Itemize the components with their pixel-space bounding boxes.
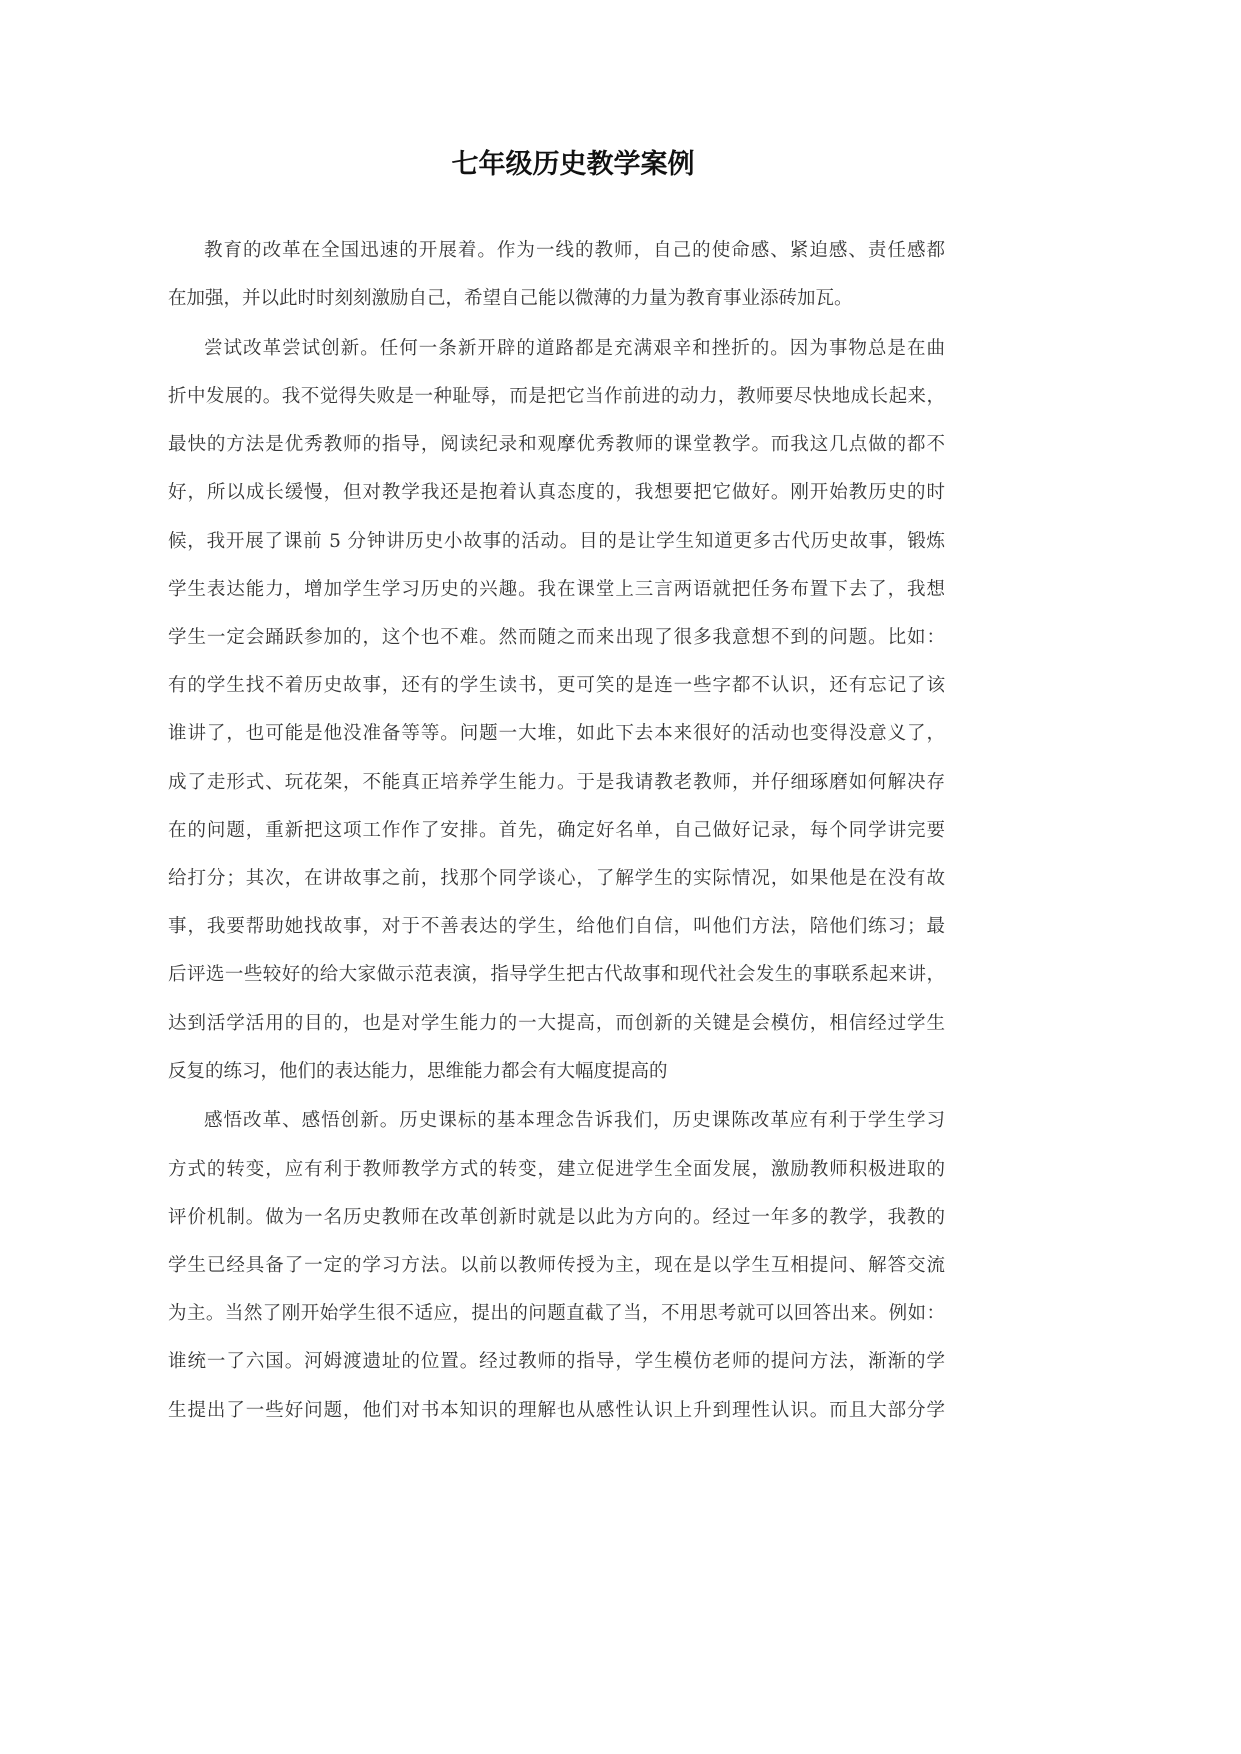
text-line: 好，所以成长缓慢，但对教学我还是抱着认真态度的，我想要把它做好。刚开始教历史的时 [168, 482, 945, 504]
text-line: 生提出了一些好问题，他们对书本知识的理解也从感性认识上升到理性认识。而且大部分学 [168, 1399, 945, 1421]
text-line: 尝试改革尝试创新。任何一条新开辟的道路都是充满艰辛和挫折的。因为事物总是在曲 [204, 337, 945, 359]
text-line: 为主。当然了刚开始学生很不适应，提出的问题直截了当，不用思考就可以回答出来。例如： [168, 1303, 945, 1325]
text-line: 谁讲了，也可能是他没准备等等。问题一大堆，如此下去本来很好的活动也变得没意义了， [168, 723, 945, 745]
text-line: 事，我要帮助她找故事，对于不善表达的学生，给他们自信，叫他们方法，陪他们练习；最 [168, 916, 945, 938]
text-line: 在加强，并以此时时刻刻激励自己，希望自己能以微薄的力量为教育事业添砖加瓦。 [168, 288, 853, 310]
document-title: 七年级历史教学案例 [451, 149, 695, 180]
paragraph [168, 325, 945, 1096]
text-line: 学生一定会踊跃参加的，这个也不难。然而随之而来出现了很多我意想不到的问题。比如： [168, 627, 945, 648]
text-line: 有的学生找不着历史故事，还有的学生读书，更可笑的是连一些字都不认识，还有忘记了该 [168, 675, 945, 697]
text-line: 给打分；其次，在讲故事之前，找那个同学谈心，了解学生的实际情况，如果他是在没有故 [168, 867, 945, 889]
document-body [168, 227, 945, 1436]
paragraph [168, 1097, 945, 1434]
text-line: 教育的改革在全国迅速的开展着。作为一线的教师，自己的使命感、紧迫感、责任感都 [204, 240, 945, 261]
text-line: 候，我开展了课前 5 分钟讲历史小故事的活动。目的是让学生知道更多古代历史故事，锻炼 [168, 530, 945, 552]
text-line: 方式的转变，应有利于教师教学方式的转变，建立促进学生全面发展，激励教师积极进取的 [168, 1158, 945, 1180]
text-line: 最快的方法是优秀教师的指导，阅读纪录和观摩优秀教师的课堂教学。而我这几点做的都不 [168, 434, 945, 456]
text-line: 评价机制。做为一名历史教师在改革创新时就是以此为方向的。经过一年多的教学，我教的 [168, 1206, 945, 1228]
text-line: 反复的练习，他们的表达能力，思维能力都会有大幅度提高的 [168, 1060, 668, 1082]
text-line: 达到活学活用的目的，也是对学生能力的一大提高，而创新的关键是会模仿，相信经过学生 [168, 1012, 945, 1034]
text-line: 折中发展的。我不觉得失败是一种耻辱，而是把它当作前进的动力，教师要尽快地成长起来， [168, 386, 945, 408]
text-line: 学生表达能力，增加学生学习历史的兴趣。我在课堂上三言两语就把任务布置下去了，我想 [168, 578, 945, 600]
text-line: 成了走形式、玩花架，不能真正培养学生能力。于是我请教老教师，并仔细琢磨如何解决存 [168, 771, 945, 793]
text-line: 感悟改革、感悟创新。历史课标的基本理念告诉我们，历史课陈改革应有利于学生学习 [204, 1110, 945, 1132]
text-line: 后评选一些较好的给大家做示范表演，指导学生把古代故事和现代社会发生的事联系起来讲， [168, 964, 945, 986]
text-line: 谁统一了六国。河姆渡遗址的位置。经过教师的指导，学生模仿老师的提问方法，渐渐的学 [168, 1351, 945, 1373]
text-line: 在的问题，重新把这项工作作了安排。首先，确定好名单，自己做好记录，每个同学讲完要 [168, 819, 945, 841]
text-line: 学生已经具备了一定的学习方法。以前以教师传授为主，现在是以学生互相提问、解答交流 [168, 1254, 945, 1276]
paragraph [168, 227, 945, 323]
